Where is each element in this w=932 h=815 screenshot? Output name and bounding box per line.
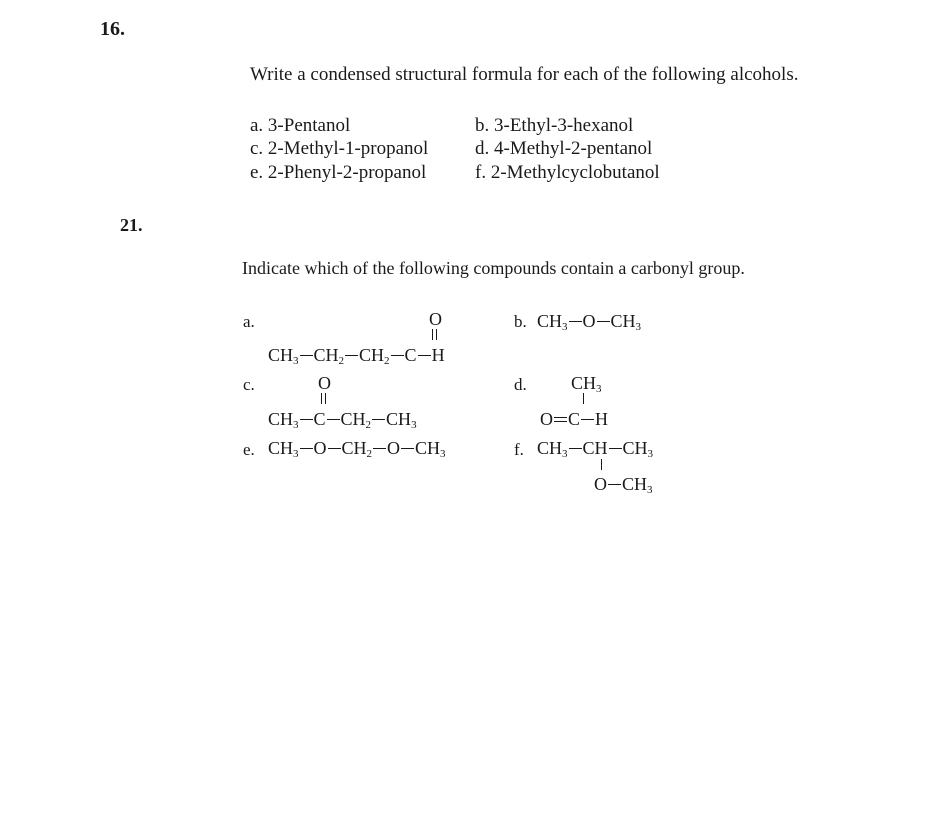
- question-16-prompt: Write a condensed structural formula for each of the following alcohols.: [250, 64, 799, 85]
- question-21-number: 21.: [120, 215, 143, 235]
- label-21e: e.: [243, 440, 255, 459]
- formula-d-methyl: $CH_3$: [571, 373, 602, 395]
- formula-a-carbonyl-oxygen: O: [429, 309, 442, 329]
- formula-d-chain: O C H: [540, 409, 609, 429]
- question-16-number: 16.: [100, 18, 125, 40]
- formula-c-double-bond: [321, 393, 326, 404]
- label-21d: d.: [514, 375, 527, 394]
- label-21a: a.: [243, 312, 255, 331]
- formula-c-carbonyl-oxygen: O: [318, 373, 331, 393]
- option-16e: e. 2-Phenyl-2-propanol: [250, 162, 427, 183]
- option-16b: b. 3-Ethyl-3-hexanol: [475, 115, 634, 136]
- formula-e: $CH_3$ O $CH_2$ O $CH_3$: [268, 438, 446, 460]
- question-21-prompt: Indicate which of the following compounds contain a carbonyl group.: [242, 258, 745, 278]
- label-21c: c.: [243, 375, 255, 394]
- option-16a: a. 3-Pentanol: [250, 115, 351, 136]
- formula-f-single-bond: [601, 459, 602, 470]
- label-21b: b.: [514, 312, 527, 331]
- formula-f-methoxy: O $CH_3$: [594, 474, 653, 496]
- formula-f-chain: $CH_3$ CH $CH_3$: [537, 438, 654, 460]
- label-21f: f.: [514, 440, 524, 459]
- formula-a-double-bond: [432, 329, 437, 340]
- formula-d-single-bond: [583, 393, 584, 404]
- option-16d: d. 4-Methyl-2-pentanol: [475, 138, 653, 159]
- formula-b: $CH_3$ O $CH_3$: [537, 311, 642, 333]
- formula-a-chain: $CH_3$ $CH_2$ $CH_2$ C H: [268, 345, 445, 367]
- option-16f: f. 2-Methylcyclobutanol: [475, 162, 660, 183]
- formula-c-chain: $CH_3$ C $CH_2$ $CH_3$: [268, 409, 417, 431]
- option-16c: c. 2-Methyl-1-propanol: [250, 138, 429, 159]
